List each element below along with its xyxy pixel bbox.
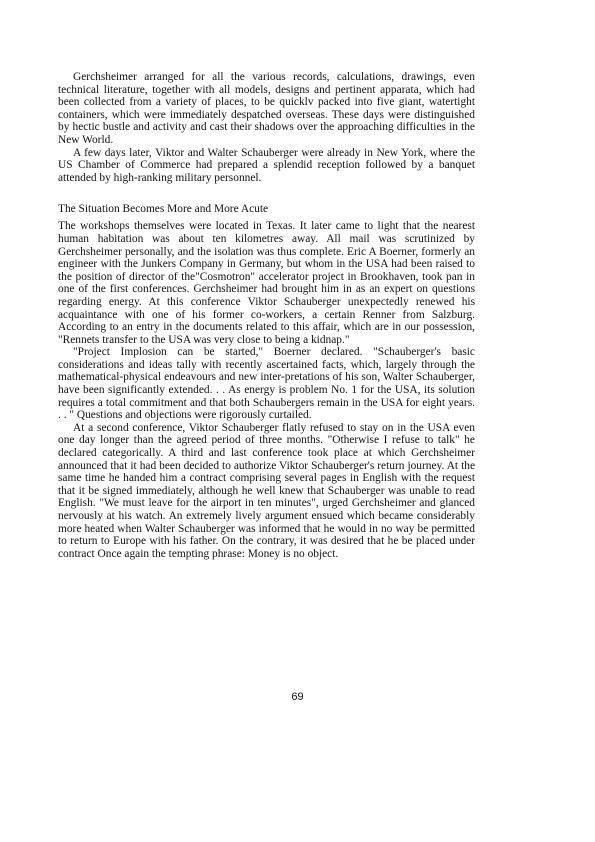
paragraph-texas-workshops: The workshops themselves were located in Texas. It later came to light that the nearest human habitation was about ten kilometres away. All mail was scrutinized by Gerchsheimer personally, and the isolation was thus complete. Eric A Boerner, formerly an engineer with the Junkers Company in Germany, but whom in the USA had been raised to the position of director of the"Cosmotron" accelerator project in Brookhaven, took pan in one of the first conferences. Gerchsheimer had brought him in as an expert on questions regarding energy. At this conference Viktor Schauberger unexpectedly renewed his acquaintance with one of his former co-workers, a certain Renner from Salzburg. According to an entry in the documents related to this affair, which are in our possession, "Rennets transfer to the USA was very close to being a kidnap." [58, 220, 475, 346]
paragraph-project-implosion: "Project Implosion can be started," Boerner declared. "Schauberger's basic considerations and ideas tally with recently ascertained facts, which, largely through the mathematical-physical endeavours and new inter-pretations of his son, Walter Schauberger, have been significantly extended. . . As energy is problem No. 1 for the USA, its solution requires a total commitment and that both Schaubergers remain in the USA for eight years. . . " Questions and objections were rigorously curtailed. [58, 346, 475, 422]
section-heading: The Situation Becomes More and More Acute [58, 203, 269, 216]
paragraph-second-conference: At a second conference, Viktor Schauberger flatly refused to stay on in the USA even one day longer than the agreed period of three months. "Otherwise I refuse to talk" he declared categorically. A third and last conference took place at which Gerchsheimer announced that it had been decided to authorize Viktor Schauberger's return journey. At the same time he handed him a contract comprising several pages in English with the request that it be signed immediately, although he well knew that Schauberger was unable to read English. "We must leave for the airport in ten minutes", urged Gerchsheimer and glanced nervously at his watch. An extremely lively argument ensued which became considerably more heated when Walter Schauberger was informed that he would in no way be permitted to return to Europe with his father. On the contrary, it was desired that he be placed under contract Once again the tempting phrase: Money is no object. [58, 421, 475, 560]
paragraph-arrival-new-york: A few days later, Viktor and Walter Schauberger were already in New York, where the US Chamber of Commerce had prepared a splendid reception followed by a banquet attended by high-ranking military personnel. [58, 146, 475, 184]
page-number: 69 [291, 691, 304, 703]
page-body [58, 71, 475, 560]
paragraph-gerchsheimer-records: Gerchsheimer arranged for all the various records, calculations, drawings, even technical literature, together with all models, designs and pertinent apparata, which had been collected from a variety of places, to be quicklv packed into five giant, watertight containers, which were immediately despatched overseas. These days were distinguished by hectic bustle and activity and cast their shadows over the approaching difficulties in the New World. [58, 71, 475, 146]
